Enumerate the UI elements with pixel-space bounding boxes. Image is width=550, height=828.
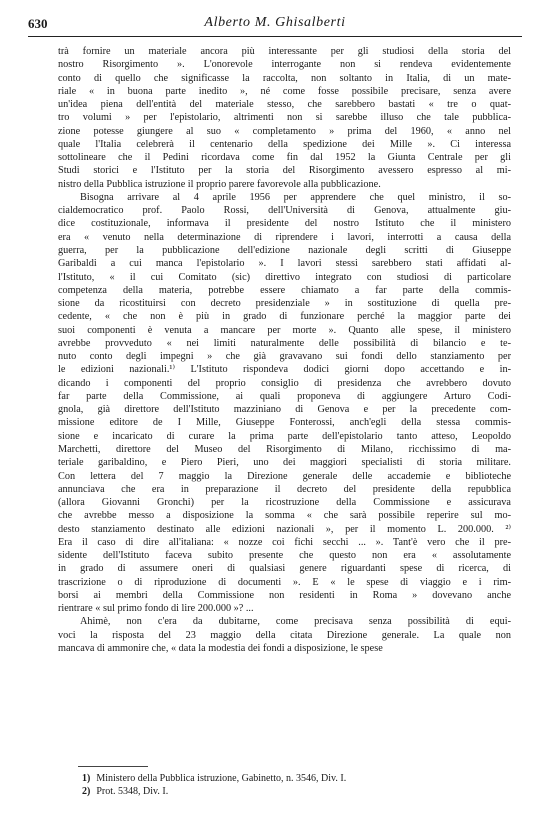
running-head: Alberto M. Ghisalberti bbox=[204, 15, 346, 30]
text-line: conto di quello che significasse la raccolta, non soltanto in Italia, di un mate- bbox=[58, 72, 511, 84]
text-line: cedente, « che non è più in grado di funzionare perché la maggior parte dei bbox=[58, 311, 511, 323]
text-line: sidente dell'Istituto faceva subito presente che questo non era « assolutamente bbox=[58, 550, 511, 562]
text-line: l'Istituto, « il cui Comitato (sic) direttivo integrato con studiosi di particolare bbox=[58, 271, 511, 283]
text-line: nuto conto degli impegni » che già gravavano sui fondi dello stanziamento per bbox=[58, 351, 511, 363]
text-line: trà fornire un materiale ancora più interessante per gli studiosi della storia del bbox=[58, 46, 511, 57]
text-line: in grado di assumere oneri di qualsiasi genere riguardanti spese di ricerca, di bbox=[58, 563, 511, 575]
text-line: competenza della materia, potrebbe essere chiamato a far parte della commis- bbox=[58, 284, 511, 296]
text-line: annunciava che era in preparazione il decreto del presidente della repubblica bbox=[58, 483, 511, 495]
text-line: sione e incaricato di curare la prima parte dell'epistolario tanto atteso, Leopoldo bbox=[58, 430, 511, 442]
text-line: sottolineare che il Pedini ricordava come fin dal 1952 la Giunta Centrale per gli bbox=[58, 152, 511, 164]
text-line: dice costituzionale, informava il presidente del nostro Istituto che il ministero bbox=[58, 218, 511, 230]
text-line: tro volumi » per l'epistolario, altrimenti non si sarebbe illuso che tale pubblica- bbox=[58, 112, 511, 124]
text-line: Garibaldi a cui manca l'epistolario ». I lavori stessi sarebbero stati affidati al- bbox=[58, 258, 511, 270]
text-line: sione da ricostituirsi con decreto presidenziale » in sostituzione di quella pre- bbox=[58, 298, 511, 310]
text-line: Bisogna arrivare al 4 aprile 1956 per apprendere che quel ministro, il so- bbox=[80, 191, 511, 203]
footnote-number: 2) bbox=[82, 786, 91, 797]
text-line: trascrizione o di riproduzione di documenti ». E « le spese di viaggio e i rim- bbox=[58, 576, 511, 588]
text-line: nistro della Pubblica istruzione il proprio parere favorevole alla pubblicazione. bbox=[58, 178, 381, 190]
text-line: zione potesse giungere al suo « completamento » prima del 1960, « anno nel bbox=[58, 125, 511, 137]
footnote-text: Prot. 5348, Div. I. bbox=[96, 786, 169, 797]
text-line: Ahimè, non c'era da dubitarne, come precisava senza possibilità di equi- bbox=[80, 616, 511, 628]
text-line: mancava di ammonire che, « data la modestia dei fondi a disposizione, le spese bbox=[58, 642, 383, 654]
footnote bbox=[82, 772, 502, 785]
text-line: teriale garibaldino, e Piero Pieri, uno dei maggiori specialisti di storia militare. bbox=[58, 457, 511, 469]
text-line: quale l'Italia celebrerà il centenario della spedizione dei Mille ». Ci interessa bbox=[58, 138, 511, 150]
text-line: Con lettera del 7 maggio la Direzione generale delle accademie e biblioteche bbox=[58, 470, 511, 482]
text-line: riale « in buona parte inedito », né come fosse possibile precisare, senza avere bbox=[58, 85, 511, 97]
footnotes bbox=[82, 772, 502, 798]
text-line: cialdemocratico prof. Paolo Rossi, dell'Università di Genova, attualmente giu- bbox=[58, 205, 511, 217]
text-line: missione editore de I Mille, Giuseppe Fonterossi, anch'egli della stessa commis- bbox=[58, 417, 511, 429]
text-line: avrebbe provveduto « nei limiti naturalmente delle possibilità di bilancio e te- bbox=[58, 337, 511, 349]
text-line: rientrare « sul primo fondo di lire 200.000 »? ... bbox=[58, 603, 254, 615]
text-line: (allora Giovanni Gronchi) per la ricostruzione della Commissione e assicurava bbox=[58, 497, 511, 509]
page-header bbox=[28, 14, 522, 37]
text-line: un'idea piena dell'entità del materiale stesso, che sarebbero bastati « tre o quat- bbox=[58, 99, 511, 111]
text-line: guerra, per la pubblicazione dell'edizione nazionale degli scritti di Giuseppe bbox=[58, 244, 511, 256]
text-line: nostro Risorgimento ». L'onorevole interrogante non si rendeva evidentemente bbox=[58, 59, 511, 71]
page-number: 630 bbox=[28, 16, 48, 31]
footnote-separator bbox=[78, 766, 148, 767]
text-line: far parte della Commissione, ai quali proponeva di aggiungere Arturo Codi- bbox=[58, 390, 511, 402]
footnote-number: 1) bbox=[82, 773, 91, 784]
text-line: desto stanziamento destinato alle edizioni nazionali », per il momento L. 200.000. ²⁾ bbox=[58, 523, 511, 535]
footnote-text: Ministero della Pubblica istruzione, Gabinetto, n. 3546, Div. I. bbox=[96, 773, 347, 784]
text-line: borsi ai membri della Commissione non residenti in Roma » dovevano anche bbox=[58, 589, 511, 601]
text-line: gnola, già direttore dell'Istituto mazziniano di Genova e per la precedente com- bbox=[58, 404, 511, 416]
text-line: Studi storici e l'Istituto per la storia del Risorgimento avessero espresso al mi- bbox=[58, 165, 511, 177]
text-line: suoi componenti è venuta a mancare per morte ». Quanto alle spese, il ministero bbox=[58, 324, 511, 336]
text-line: dicando i componenti del proprio consiglio di presidenza che avrebbero dovuto bbox=[58, 377, 511, 389]
text-line: Marchetti, direttore del Museo del Risorgimento di Milano, ricchissimo di ma- bbox=[58, 443, 511, 455]
text-line: che avrebbe messo a disposizione la somma « che sarà possibile reperire sul mo- bbox=[58, 510, 511, 522]
body-text bbox=[58, 45, 511, 655]
text-line: Era il caso di dire all'italiana: « nozze coi fichi secchi ... ». Tant'è vero che il pre- bbox=[58, 536, 511, 548]
text-line: era « venuto nella determinazione di riprendere i lavori, interrotti a causa della bbox=[58, 231, 511, 243]
text-line: le edizioni nazionali.¹⁾ L'Istituto rispondeva dodici giorni dopo accettando e in- bbox=[58, 364, 511, 376]
text-line: voci la risposta del 23 maggio della citata Direzione generale. La quale non bbox=[58, 629, 511, 641]
footnote bbox=[82, 785, 502, 798]
